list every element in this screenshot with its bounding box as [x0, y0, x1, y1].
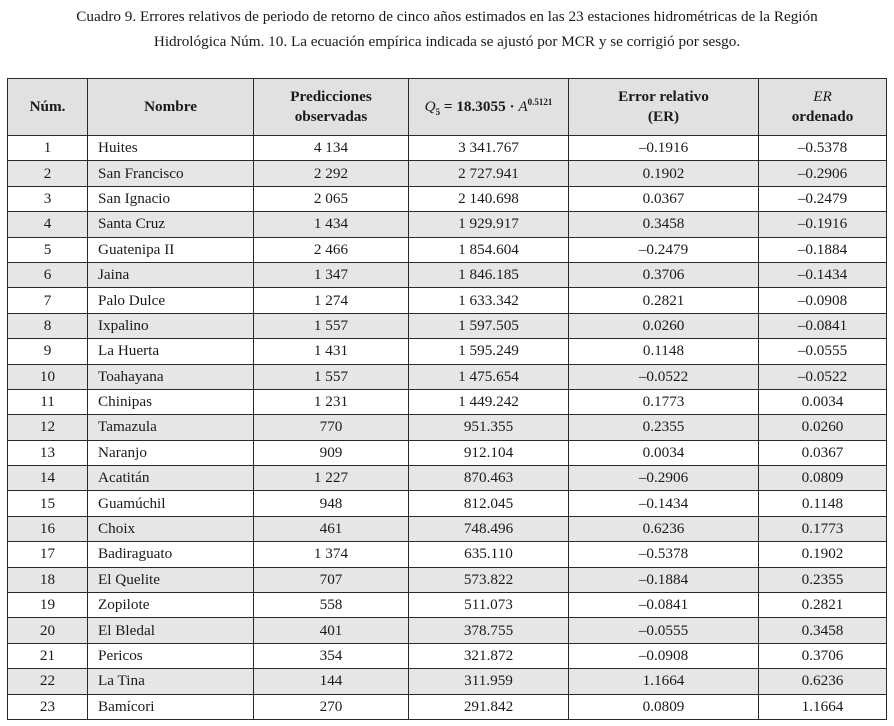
cell-num: 15: [8, 491, 88, 516]
cell-predicciones: 1 557: [254, 364, 409, 389]
cell-predicciones: 1 347: [254, 262, 409, 287]
caption-line-2: Hidrológica Núm. 10. La ecuación empírica indicada se ajustó por MCR y se corrigió por sesgo.: [153, 33, 741, 50]
table-row: [8, 313, 887, 338]
cell-er-ordenado: 0.1902: [759, 542, 887, 567]
cell-nombre: Badiraguato: [88, 542, 254, 567]
cell-num: 17: [8, 542, 88, 567]
cell-estimado: 2 727.941: [409, 161, 569, 186]
cell-error-relativo: –0.0841: [569, 593, 759, 618]
cell-predicciones: 270: [254, 694, 409, 719]
cell-nombre: Santa Cruz: [88, 212, 254, 237]
cell-er-ordenado: –0.2906: [759, 161, 887, 186]
cell-nombre: El Bledal: [88, 618, 254, 643]
cell-num: 9: [8, 339, 88, 364]
cell-predicciones: 558: [254, 593, 409, 618]
cell-num: 22: [8, 669, 88, 694]
cell-error-relativo: –0.2906: [569, 466, 759, 491]
table-row: [8, 516, 887, 541]
table-row: [8, 136, 887, 161]
cell-estimado: 311.959: [409, 669, 569, 694]
header-row: [8, 79, 887, 136]
header-er-line-2: (ER): [647, 108, 680, 125]
table-row: [8, 262, 887, 287]
cell-predicciones: 4 134: [254, 136, 409, 161]
header-equation: [409, 79, 569, 136]
cell-er-ordenado: –0.5378: [759, 136, 887, 161]
cell-error-relativo: 0.1773: [569, 389, 759, 414]
cell-nombre: Ixpalino: [88, 313, 254, 338]
cell-nombre: La Tina: [88, 669, 254, 694]
cell-estimado: 511.073: [409, 593, 569, 618]
cell-nombre: Huites: [88, 136, 254, 161]
cell-predicciones: 909: [254, 440, 409, 465]
cell-num: 4: [8, 212, 88, 237]
cell-predicciones: 1 557: [254, 313, 409, 338]
cell-er-ordenado: 0.1773: [759, 516, 887, 541]
cell-nombre: Chinipas: [88, 389, 254, 414]
cell-predicciones: 770: [254, 415, 409, 440]
header-num: Núm.: [8, 79, 88, 136]
cell-er-ordenado: 0.3458: [759, 618, 887, 643]
cell-error-relativo: –0.2479: [569, 237, 759, 262]
cell-predicciones: 461: [254, 516, 409, 541]
cell-num: 3: [8, 186, 88, 211]
header-predicciones: [254, 79, 409, 136]
cell-predicciones: 1 231: [254, 389, 409, 414]
eq-q: Q: [424, 98, 436, 116]
cell-estimado: 378.755: [409, 618, 569, 643]
cell-error-relativo: 0.0260: [569, 313, 759, 338]
eq-mid: = 18.3055 ·: [440, 98, 519, 116]
cell-num: 10: [8, 364, 88, 389]
table-row: [8, 643, 887, 668]
cell-er-ordenado: 0.1148: [759, 491, 887, 516]
cell-estimado: 912.104: [409, 440, 569, 465]
cell-er-ordenado: –0.1434: [759, 262, 887, 287]
cell-er-ordenado: 0.0367: [759, 440, 887, 465]
cell-num: 13: [8, 440, 88, 465]
header-error-relativo: [569, 79, 759, 136]
table-row: [8, 415, 887, 440]
cell-estimado: 3 341.767: [409, 136, 569, 161]
cell-estimado: 1 597.505: [409, 313, 569, 338]
table-row: [8, 694, 887, 719]
table-row: [8, 339, 887, 364]
cell-num: 6: [8, 262, 88, 287]
cell-er-ordenado: 0.6236: [759, 669, 887, 694]
cell-num: 18: [8, 567, 88, 592]
cell-predicciones: 707: [254, 567, 409, 592]
cell-er-ordenado: 0.0809: [759, 466, 887, 491]
table-row: [8, 288, 887, 313]
eq-sub: 5: [435, 107, 441, 118]
cell-predicciones: 144: [254, 669, 409, 694]
table-row: [8, 491, 887, 516]
cell-predicciones: 1 431: [254, 339, 409, 364]
cell-nombre: Toahayana: [88, 364, 254, 389]
cell-estimado: 291.842: [409, 694, 569, 719]
cell-num: 14: [8, 466, 88, 491]
cell-er-ordenado: –0.1916: [759, 212, 887, 237]
cell-estimado: 748.496: [409, 516, 569, 541]
relative-errors-table: [7, 78, 887, 720]
table-row: [8, 593, 887, 618]
cell-estimado: 573.822: [409, 567, 569, 592]
cell-error-relativo: –0.1916: [569, 136, 759, 161]
cell-estimado: 1 595.249: [409, 339, 569, 364]
table-row: [8, 364, 887, 389]
header-ero-line-2: ordenado: [791, 108, 854, 125]
cell-er-ordenado: –0.2479: [759, 186, 887, 211]
cell-estimado: 812.045: [409, 491, 569, 516]
table-row: [8, 237, 887, 262]
cell-er-ordenado: 0.2821: [759, 593, 887, 618]
header-nombre: Nombre: [88, 79, 254, 136]
cell-estimado: 635.110: [409, 542, 569, 567]
cell-predicciones: 2 065: [254, 186, 409, 211]
cell-estimado: 1 846.185: [409, 262, 569, 287]
cell-estimado: 321.872: [409, 643, 569, 668]
cell-error-relativo: –0.0522: [569, 364, 759, 389]
cell-error-relativo: –0.1884: [569, 567, 759, 592]
cell-error-relativo: 1.1664: [569, 669, 759, 694]
cell-nombre: Guamúchil: [88, 491, 254, 516]
cell-nombre: Acatitán: [88, 466, 254, 491]
cell-error-relativo: 0.6236: [569, 516, 759, 541]
cell-nombre: San Francisco: [88, 161, 254, 186]
cell-nombre: La Huerta: [88, 339, 254, 364]
table-row: [8, 440, 887, 465]
cell-num: 1: [8, 136, 88, 161]
cell-num: 5: [8, 237, 88, 262]
cell-er-ordenado: –0.0841: [759, 313, 887, 338]
table-row: [8, 567, 887, 592]
cell-er-ordenado: –0.1884: [759, 237, 887, 262]
cell-num: 12: [8, 415, 88, 440]
cell-error-relativo: 0.1148: [569, 339, 759, 364]
table-row: [8, 669, 887, 694]
cell-num: 8: [8, 313, 88, 338]
cell-num: 7: [8, 288, 88, 313]
table-row: [8, 186, 887, 211]
cell-predicciones: 1 227: [254, 466, 409, 491]
cell-nombre: Choix: [88, 516, 254, 541]
cell-predicciones: 948: [254, 491, 409, 516]
header-er-ordenado: [759, 79, 887, 136]
cell-predicciones: 401: [254, 618, 409, 643]
cell-num: 21: [8, 643, 88, 668]
table-row: [8, 466, 887, 491]
cell-estimado: 2 140.698: [409, 186, 569, 211]
cell-nombre: Jaina: [88, 262, 254, 287]
cell-nombre: El Quelite: [88, 567, 254, 592]
cell-nombre: Pericos: [88, 643, 254, 668]
cell-error-relativo: 0.2355: [569, 415, 759, 440]
header-pred-line-2: observadas: [294, 108, 368, 125]
cell-estimado: 1 929.917: [409, 212, 569, 237]
eq-a: A: [518, 98, 528, 116]
cell-num: 16: [8, 516, 88, 541]
table-row: [8, 618, 887, 643]
cell-error-relativo: 0.3706: [569, 262, 759, 287]
cell-er-ordenado: –0.0908: [759, 288, 887, 313]
table-row: [8, 161, 887, 186]
table-row: [8, 542, 887, 567]
cell-nombre: Bamícori: [88, 694, 254, 719]
cell-error-relativo: –0.0555: [569, 618, 759, 643]
cell-nombre: Palo Dulce: [88, 288, 254, 313]
cell-estimado: 870.463: [409, 466, 569, 491]
cell-predicciones: 2 292: [254, 161, 409, 186]
cell-error-relativo: –0.0908: [569, 643, 759, 668]
caption-line-1: Cuadro 9. Errores relativos de periodo de retorno de cinco años estimados en las 23 estaciones hidrométricas de la Región: [76, 8, 818, 25]
cell-estimado: 1 449.242: [409, 389, 569, 414]
cell-error-relativo: –0.5378: [569, 542, 759, 567]
table-caption: [0, 4, 894, 54]
cell-error-relativo: 0.3458: [569, 212, 759, 237]
cell-nombre: Naranjo: [88, 440, 254, 465]
cell-num: 2: [8, 161, 88, 186]
cell-error-relativo: 0.0809: [569, 694, 759, 719]
header-ero-line-1: ER: [813, 88, 832, 105]
cell-predicciones: 1 374: [254, 542, 409, 567]
cell-error-relativo: 0.0034: [569, 440, 759, 465]
cell-nombre: Tamazula: [88, 415, 254, 440]
cell-error-relativo: 0.0367: [569, 186, 759, 211]
cell-nombre: San Ignacio: [88, 186, 254, 211]
cell-error-relativo: 0.1902: [569, 161, 759, 186]
cell-estimado: 1 633.342: [409, 288, 569, 313]
cell-predicciones: 2 466: [254, 237, 409, 262]
cell-num: 20: [8, 618, 88, 643]
table-row: [8, 212, 887, 237]
cell-num: 11: [8, 389, 88, 414]
cell-er-ordenado: 1.1664: [759, 694, 887, 719]
cell-er-ordenado: 0.2355: [759, 567, 887, 592]
cell-estimado: 1 475.654: [409, 364, 569, 389]
cell-predicciones: 1 434: [254, 212, 409, 237]
cell-num: 23: [8, 694, 88, 719]
header-pred-line-1: Predicciones: [290, 88, 372, 105]
cell-er-ordenado: 0.0260: [759, 415, 887, 440]
table-row: [8, 389, 887, 414]
cell-nombre: Zopilote: [88, 593, 254, 618]
eq-sup: 0.5121: [527, 96, 553, 107]
cell-estimado: 951.355: [409, 415, 569, 440]
cell-er-ordenado: 0.0034: [759, 389, 887, 414]
cell-estimado: 1 854.604: [409, 237, 569, 262]
cell-er-ordenado: –0.0555: [759, 339, 887, 364]
cell-error-relativo: 0.2821: [569, 288, 759, 313]
cell-er-ordenado: 0.3706: [759, 643, 887, 668]
table-body: [8, 136, 887, 720]
cell-num: 19: [8, 593, 88, 618]
cell-error-relativo: –0.1434: [569, 491, 759, 516]
header-er-line-1: Error relativo: [618, 88, 709, 105]
equation: [424, 96, 553, 118]
cell-nombre: Guatenipa II: [88, 237, 254, 262]
cell-predicciones: 1 274: [254, 288, 409, 313]
cell-er-ordenado: –0.0522: [759, 364, 887, 389]
cell-predicciones: 354: [254, 643, 409, 668]
